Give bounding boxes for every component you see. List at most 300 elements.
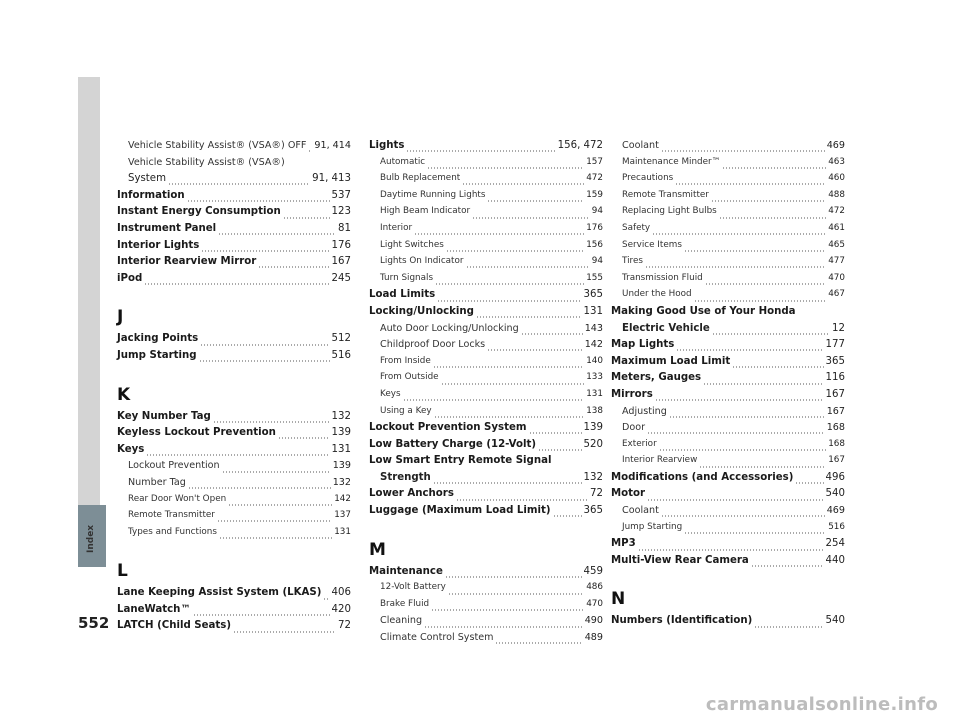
index-entry-term: Coolant xyxy=(622,140,659,151)
index-entry-term: Automatic xyxy=(380,156,426,167)
index-entry[interactable] xyxy=(369,323,603,340)
index-entry[interactable] xyxy=(611,615,845,632)
index-entry-term: Strength xyxy=(380,471,431,483)
index-entry-term: Vehicle Stability Assist® (VSA®) OFF xyxy=(128,140,307,151)
index-entry[interactable] xyxy=(117,190,351,207)
index-entry[interactable] xyxy=(369,356,603,373)
index-entry[interactable] xyxy=(611,455,845,472)
index-entry-page[interactable]: 365 xyxy=(825,355,845,367)
index-entry-term: Lower Anchors xyxy=(369,488,454,500)
dot-leader xyxy=(446,250,584,252)
index-entry[interactable] xyxy=(611,439,845,456)
index-entry[interactable] xyxy=(117,140,351,157)
index-entry[interactable] xyxy=(369,157,603,174)
index-entry-term: Motor xyxy=(611,488,646,500)
dot-leader xyxy=(684,250,826,252)
index-entry-page[interactable]: 132 xyxy=(331,410,351,422)
section-letter-heading: M xyxy=(369,539,386,560)
index-entry-term: Information xyxy=(117,189,185,201)
index-entry-page[interactable]: 254 xyxy=(825,538,845,550)
index-entry-term: iPod xyxy=(117,272,143,284)
dot-leader xyxy=(722,167,826,169)
index-entry[interactable] xyxy=(611,140,845,157)
dot-leader xyxy=(283,217,330,219)
index-entry-page[interactable]: 516 xyxy=(828,521,845,532)
index-entry-term: High Beam Indicator xyxy=(380,206,471,217)
index-entry-term: Light Switches xyxy=(380,239,444,250)
dot-leader xyxy=(424,626,583,628)
index-entry[interactable] xyxy=(369,256,603,273)
dot-leader xyxy=(427,167,584,169)
dot-leader xyxy=(645,266,826,268)
index-entry[interactable] xyxy=(117,273,351,290)
dot-leader xyxy=(456,499,588,501)
index-entry-page[interactable]: 406 xyxy=(331,587,351,599)
index-entry-term: MP3 xyxy=(611,538,636,550)
dot-leader xyxy=(675,183,826,185)
index-entry-term: Remote Transmitter xyxy=(622,189,709,200)
index-entry-term: LaneWatch™ xyxy=(117,603,191,615)
index-entry-term: Jump Starting xyxy=(622,521,683,532)
index-entry[interactable] xyxy=(611,406,845,423)
index-entry[interactable] xyxy=(117,256,351,273)
dot-leader xyxy=(431,609,584,611)
index-entry-page[interactable]: 167 xyxy=(826,405,845,417)
dot-leader xyxy=(659,449,827,451)
index-entry[interactable] xyxy=(117,173,351,190)
dot-leader xyxy=(213,421,330,423)
index-column-1 xyxy=(117,140,351,637)
index-entry-page[interactable]: 91, 414 xyxy=(314,140,351,151)
index-entry-term: Door xyxy=(622,422,646,434)
index-entry-term: Load Limits xyxy=(369,289,436,301)
index-entry[interactable] xyxy=(369,240,603,257)
dot-leader xyxy=(751,565,824,567)
index-entry-page[interactable]: 132 xyxy=(583,471,603,483)
index-entry[interactable] xyxy=(369,439,603,456)
index-entry[interactable] xyxy=(369,389,603,406)
dot-leader xyxy=(201,250,329,252)
index-entry-term: Interior xyxy=(380,222,413,233)
index-entry-page[interactable]: 516 xyxy=(331,349,351,361)
index-entry[interactable] xyxy=(117,333,351,350)
index-entry-page[interactable]: 488 xyxy=(828,189,845,200)
index-entry[interactable] xyxy=(611,339,845,356)
index-entry-term: Interior Rearview Mirror xyxy=(117,256,257,268)
dot-leader xyxy=(258,266,329,268)
index-entry-page[interactable]: 131 xyxy=(334,526,351,537)
index-entry-page[interactable]: 520 xyxy=(583,438,603,450)
index-entry-page[interactable]: 133 xyxy=(586,372,603,383)
index-entry-term: Low Battery Charge (12-Volt) xyxy=(369,438,536,450)
index-column-2 xyxy=(369,140,603,649)
index-entry[interactable] xyxy=(611,289,845,306)
dot-leader xyxy=(684,532,826,534)
index-entry-page[interactable]: 142 xyxy=(334,493,351,504)
index-entry-page[interactable]: 155 xyxy=(586,272,603,283)
index-entry-page[interactable]: 168 xyxy=(826,422,845,434)
section-letter-heading: L xyxy=(117,561,128,582)
index-entry-page[interactable]: 168 xyxy=(828,438,845,449)
dot-leader xyxy=(472,217,590,219)
index-entry-page[interactable]: 132 xyxy=(332,476,351,488)
index-side-label: Index xyxy=(86,524,96,554)
index-entry-term: Precautions xyxy=(622,173,674,184)
index-entry[interactable] xyxy=(611,323,845,340)
dot-leader xyxy=(434,416,585,418)
dot-leader xyxy=(655,399,824,401)
index-entry[interactable] xyxy=(369,306,603,323)
index-entry-term: System xyxy=(128,173,166,185)
index-entry[interactable] xyxy=(117,527,351,544)
index-entry-term: LATCH (Child Seats) xyxy=(117,620,232,632)
index-entry-term: Meters, Gauges xyxy=(611,372,702,384)
index-entry[interactable] xyxy=(611,389,845,406)
index-entry-page[interactable]: 459 xyxy=(583,565,603,577)
index-entry-page[interactable]: 470 xyxy=(586,598,603,609)
index-entry-page[interactable]: 245 xyxy=(331,272,351,284)
index-entry-page[interactable]: 177 xyxy=(825,339,845,351)
dot-leader xyxy=(647,432,825,434)
index-entry[interactable] xyxy=(611,306,845,323)
index-entry-page[interactable]: 143 xyxy=(584,322,603,334)
index-entry-term: Coolant xyxy=(622,505,659,517)
section-letter-heading: N xyxy=(611,589,626,610)
index-entry-page[interactable]: 72 xyxy=(338,620,351,632)
index-entry[interactable] xyxy=(369,566,603,583)
index-entry-page[interactable]: 477 xyxy=(828,256,845,267)
index-entry-page[interactable]: 12 xyxy=(832,322,845,334)
index-entry-term: Lockout Prevention xyxy=(128,460,220,472)
index-entry-page[interactable]: 131 xyxy=(583,305,603,317)
index-entry-page[interactable]: 463 xyxy=(828,156,845,167)
dot-leader xyxy=(711,200,826,202)
dot-leader xyxy=(200,344,329,346)
dot-leader xyxy=(669,416,825,418)
index-entry-term: Lights On Indicator xyxy=(380,256,464,267)
index-entry[interactable] xyxy=(117,427,351,444)
index-entry-page[interactable]: 123 xyxy=(331,206,351,218)
index-entry-page[interactable]: 472 xyxy=(828,206,845,217)
index-entry-term: Lockout Prevention System xyxy=(369,422,527,434)
index-entry[interactable] xyxy=(117,157,351,174)
index-entry[interactable] xyxy=(117,460,351,477)
index-entry-page[interactable]: 472 xyxy=(586,173,603,184)
index-entry-page[interactable]: 72 xyxy=(590,488,603,500)
index-entry[interactable] xyxy=(369,339,603,356)
index-entry-page[interactable]: 490 xyxy=(584,615,603,627)
dot-leader xyxy=(647,499,824,501)
index-entry-term: 12-Volt Battery xyxy=(380,582,446,593)
index-entry-page[interactable]: 157 xyxy=(586,156,603,167)
index-entry-term: Keys xyxy=(380,388,401,399)
index-entry-page[interactable]: 140 xyxy=(586,355,603,366)
index-entry[interactable] xyxy=(369,472,603,489)
index-entry-term: Turn Signals xyxy=(380,272,434,283)
index-entry-page[interactable]: 469 xyxy=(826,505,845,517)
index-entry-page[interactable]: 167 xyxy=(331,256,351,268)
dot-leader xyxy=(168,183,310,185)
index-entry-term: Maintenance xyxy=(369,565,443,577)
index-entry[interactable] xyxy=(369,505,603,522)
index-entry-page[interactable]: 156, 472 xyxy=(557,140,603,151)
index-entry-term: Under the Hood xyxy=(622,289,692,300)
index-entry-term: Replacing Light Bulbs xyxy=(622,206,717,217)
index-entry-term: Jump Starting xyxy=(117,349,197,361)
index-entry-term: Using a Key xyxy=(380,405,432,416)
index-entry-page[interactable]: 176 xyxy=(586,222,603,233)
index-entry[interactable] xyxy=(369,190,603,207)
index-entry-page[interactable]: 460 xyxy=(828,173,845,184)
index-entry-term: Map Lights xyxy=(611,339,675,351)
index-entry-term: From Inside xyxy=(380,355,431,366)
dot-leader xyxy=(278,437,330,439)
index-entry-page[interactable]: 131 xyxy=(586,388,603,399)
dot-leader xyxy=(712,333,830,335)
index-entry-page[interactable]: 540 xyxy=(825,615,845,627)
dot-leader xyxy=(437,300,581,302)
dot-leader xyxy=(433,366,584,368)
section-letter-heading: J xyxy=(117,307,124,328)
index-entry[interactable] xyxy=(117,510,351,527)
index-entry-term: Lights xyxy=(369,140,405,151)
dot-leader xyxy=(144,283,329,285)
index-entry[interactable] xyxy=(611,356,845,373)
index-entry[interactable] xyxy=(369,273,603,290)
index-entry[interactable] xyxy=(117,587,351,604)
dot-leader xyxy=(187,200,330,202)
dot-leader xyxy=(199,360,330,362)
dot-leader xyxy=(228,504,332,506)
index-entry-page[interactable]: 139 xyxy=(583,422,603,434)
index-entry[interactable] xyxy=(611,240,845,257)
index-entry-page[interactable]: 489 xyxy=(584,632,603,644)
index-entry[interactable] xyxy=(117,223,351,240)
dot-leader xyxy=(732,366,823,368)
index-entry[interactable] xyxy=(117,604,351,621)
index-entry-page[interactable]: 512 xyxy=(331,333,351,345)
dot-leader xyxy=(754,626,823,628)
index-entry[interactable] xyxy=(611,256,845,273)
index-entry[interactable] xyxy=(369,582,603,599)
index-entry-page[interactable]: 159 xyxy=(586,189,603,200)
index-entry-term: Key Number Tag xyxy=(117,410,211,422)
dot-leader xyxy=(553,515,582,517)
dot-leader xyxy=(703,383,823,385)
dot-leader xyxy=(403,399,585,401)
index-entry[interactable] xyxy=(369,615,603,632)
index-entry[interactable] xyxy=(117,206,351,223)
index-entry[interactable] xyxy=(369,488,603,505)
index-entry-term: Interior Lights xyxy=(117,239,200,251)
dot-leader xyxy=(233,631,336,633)
dot-leader xyxy=(694,300,827,302)
dot-leader xyxy=(795,482,823,484)
dot-leader xyxy=(699,466,826,468)
index-entry-term: Tires xyxy=(622,256,643,267)
index-entry[interactable] xyxy=(611,206,845,223)
index-entry-page[interactable]: 142 xyxy=(584,339,603,351)
index-entry[interactable] xyxy=(369,206,603,223)
index-entry-term: Numbers (Identification) xyxy=(611,615,753,627)
index-sidebar-strip xyxy=(78,77,100,566)
watermark: carmanualsonline.info xyxy=(705,694,938,715)
index-entry-page[interactable]: 156 xyxy=(586,239,603,250)
index-entry-page[interactable]: 167 xyxy=(828,455,845,466)
index-entry-page[interactable]: 176 xyxy=(331,239,351,251)
index-entry-term: Making Good Use of Your Honda xyxy=(611,305,796,317)
index-entry-page[interactable]: 91, 413 xyxy=(312,173,351,185)
dot-leader xyxy=(193,614,330,616)
index-entry-term: Luggage (Maximum Load Limit) xyxy=(369,505,551,517)
index-entry-page[interactable]: 94 xyxy=(591,256,603,267)
index-entry[interactable] xyxy=(611,190,845,207)
index-entry[interactable] xyxy=(611,223,845,240)
section-letter-heading: K xyxy=(117,384,131,405)
dot-leader xyxy=(638,549,824,551)
index-entry-term: Climate Control System xyxy=(380,632,494,644)
index-entry[interactable] xyxy=(369,422,603,439)
dot-leader xyxy=(217,520,332,522)
index-entry-page[interactable]: 139 xyxy=(332,460,351,472)
index-entry[interactable] xyxy=(369,599,603,616)
dot-leader xyxy=(433,482,582,484)
index-entry-term: Adjusting xyxy=(622,405,667,417)
page-number: 552 xyxy=(78,614,110,632)
index-entry[interactable] xyxy=(369,140,603,157)
index-entry-page[interactable]: 139 xyxy=(331,427,351,439)
index-entry-term: Keys xyxy=(117,443,145,455)
index-entry[interactable] xyxy=(611,555,845,572)
index-entry-term: Bulb Replacement xyxy=(380,173,461,184)
index-entry[interactable] xyxy=(611,422,845,439)
dot-leader xyxy=(521,333,583,335)
dot-leader xyxy=(652,233,826,235)
index-entry[interactable] xyxy=(117,620,351,637)
dot-leader xyxy=(462,183,584,185)
index-entry[interactable] xyxy=(369,289,603,306)
dot-leader xyxy=(661,150,825,152)
index-entry-page[interactable]: 470 xyxy=(828,272,845,283)
index-entry-page[interactable]: 94 xyxy=(591,206,603,217)
index-entry-term: Low Smart Entry Remote Signal xyxy=(369,455,552,467)
index-entry[interactable] xyxy=(611,505,845,522)
index-entry-term: From Outside xyxy=(380,372,439,383)
index-entry[interactable] xyxy=(117,477,351,494)
dot-leader xyxy=(146,454,329,456)
dot-leader xyxy=(406,150,555,152)
index-entry-page[interactable]: 137 xyxy=(334,510,351,521)
dot-leader xyxy=(448,593,584,595)
index-entry-term: Brake Fluid xyxy=(380,598,430,609)
dot-leader xyxy=(676,349,823,351)
index-entry-term: Electric Vehicle xyxy=(622,322,710,334)
index-entry-term: Modifications (and Accessories) xyxy=(611,471,794,483)
index-entry-page[interactable]: 465 xyxy=(828,239,845,250)
dot-leader xyxy=(487,200,584,202)
index-entry[interactable] xyxy=(117,494,351,511)
index-entry[interactable] xyxy=(611,538,845,555)
dot-leader xyxy=(661,515,825,517)
dot-leader xyxy=(188,487,331,489)
index-entry-page[interactable]: 167 xyxy=(825,388,845,400)
index-entry-page[interactable]: 138 xyxy=(586,405,603,416)
index-entry-page[interactable]: 365 xyxy=(583,505,603,517)
index-entry-term: Childproof Door Locks xyxy=(380,339,486,351)
index-entry-term: Safety xyxy=(622,222,651,233)
dot-leader xyxy=(323,598,329,600)
dot-leader xyxy=(414,233,584,235)
index-entry[interactable] xyxy=(369,632,603,649)
dot-leader xyxy=(445,576,582,578)
index-entry[interactable] xyxy=(369,372,603,389)
index-entry-page[interactable]: 537 xyxy=(331,189,351,201)
dot-leader xyxy=(222,471,331,473)
index-entry[interactable] xyxy=(611,372,845,389)
dot-leader xyxy=(538,449,582,451)
index-entry[interactable] xyxy=(611,522,845,539)
index-entry-term: Daytime Running Lights xyxy=(380,189,486,200)
index-entry-page[interactable]: 81 xyxy=(338,222,351,234)
index-entry[interactable] xyxy=(611,157,845,174)
dot-leader xyxy=(435,283,584,285)
index-entry-page[interactable]: 420 xyxy=(331,603,351,615)
index-entry-page[interactable]: 440 xyxy=(825,554,845,566)
dot-leader xyxy=(441,383,585,385)
index-entry-term: Mirrors xyxy=(611,388,653,400)
index-entry-page[interactable]: 486 xyxy=(586,582,603,593)
index-entry[interactable] xyxy=(369,223,603,240)
index-entry[interactable] xyxy=(369,406,603,423)
index-entry-term: Vehicle Stability Assist® (VSA®) xyxy=(128,156,285,168)
index-entry-term: Auto Door Locking/Unlocking xyxy=(380,322,519,334)
index-entry-term: Lane Keeping Assist System (LKAS) xyxy=(117,587,322,599)
index-entry-term: Instrument Panel xyxy=(117,222,217,234)
dot-leader xyxy=(495,642,582,644)
index-entry-term: Instant Energy Consumption xyxy=(117,206,281,218)
index-entry-page[interactable]: 116 xyxy=(825,372,845,384)
index-entry-term: Service Items xyxy=(622,239,682,250)
index-entry[interactable] xyxy=(369,455,603,472)
dot-leader xyxy=(308,150,312,152)
index-entry-page[interactable]: 365 xyxy=(583,289,603,301)
dot-leader xyxy=(219,537,332,539)
dot-leader xyxy=(529,432,582,434)
index-entry[interactable] xyxy=(611,472,845,489)
index-entry[interactable] xyxy=(369,173,603,190)
dot-leader xyxy=(466,266,590,268)
index-entry-term: Remote Transmitter xyxy=(128,510,215,521)
index-entry[interactable] xyxy=(611,273,845,290)
index-entry[interactable] xyxy=(117,240,351,257)
index-entry[interactable] xyxy=(117,350,351,367)
index-entry[interactable] xyxy=(611,173,845,190)
index-entry-page[interactable]: 461 xyxy=(828,222,845,233)
index-entry-page[interactable]: 540 xyxy=(825,488,845,500)
index-entry[interactable] xyxy=(611,488,845,505)
index-entry-term: Cleaning xyxy=(380,615,423,627)
index-entry-page[interactable]: 467 xyxy=(828,289,845,300)
index-entry-page[interactable]: 131 xyxy=(331,443,351,455)
index-entry[interactable] xyxy=(117,444,351,461)
index-entry[interactable] xyxy=(117,411,351,428)
index-entry-term: Number Tag xyxy=(128,476,186,488)
index-entry-term: Jacking Points xyxy=(117,333,199,345)
index-entry-page[interactable]: 469 xyxy=(826,140,845,151)
dot-leader xyxy=(487,349,583,351)
index-entry-term: Types and Functions xyxy=(128,526,217,537)
index-entry-page[interactable]: 496 xyxy=(825,471,845,483)
